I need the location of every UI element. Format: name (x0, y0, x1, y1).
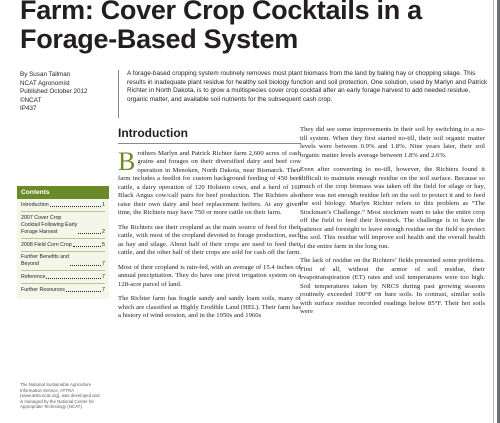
contents-title: Contents (17, 186, 109, 199)
paragraph: The Richter farm has fragile sandy and sandy loam soils, many of which are classified as Highly Erodible Land (HEL). Their farm has a history of wind erosion, and in the 1950s and 1960s (118, 295, 301, 320)
toc-label: 2008 Field Corn Crop (21, 241, 72, 248)
copyright: ©NCAT (20, 96, 42, 104)
contents-box (17, 186, 109, 299)
attra-footer-note: The National Sustainable Agriculture Information Service, ATTRA (www.attra.ncat.org), was developed and is managed by the National Center for Appropriate Technology (NCAT) (20, 382, 100, 410)
section-heading-introduction: Introduction (118, 126, 188, 140)
drop-cap: B (118, 146, 136, 176)
toc-label: 2007 Cover Crop Cocktail Following Early Forage Harvest (21, 214, 78, 235)
toc-label: Further Resources (21, 286, 65, 293)
paragraph: They did see some improvements in their soil by switching to a no-till system. When they first started no-till, their soil organic matter levels were between 0.9% and 1.8%. Nine years later, their soil organic matter levels average between 1.8% and 2.6%. (300, 126, 485, 159)
toc-item[interactable] (17, 215, 109, 236)
toc-item[interactable] (17, 287, 109, 294)
toc-label: Introduction (21, 202, 49, 208)
author-line: By Susan Tallman (20, 71, 71, 78)
published-date: Published October 2012 (20, 88, 88, 96)
paragraph: Even after converting to no-till, however, the Richters found it difficult to maintain enough residue on the soil surface. Because so much of the crop biomass was taken off the field for silage or hay, there was not enough residue left on the soil to protect it and to feed the soil biology. Marlyn Richter refers to this problem as “The Stockman’s Challenge.” Most stockmen want to take the entire crop off the field to feed their livestock. The challenge is to have the patience and foresight to leave enough residue on the field to protect the soil. This residue will improve soil health and the overall health of the entire farm in the long run. (300, 166, 485, 250)
toc-page: 1 (102, 202, 105, 208)
toc-page: 7 (102, 261, 105, 268)
toc-page: 7 (102, 274, 105, 281)
abstract: A forage-based cropping system routinely removes most plant biomass from the land by baling hay or chopping silage. This results in inadequate plant residue for healthy soil biology function and soil protection. One solution, used by Marlyn and Patrick Richter in North Dakota, is to grow a multispecies cover crop cocktail after an early forage harvest to add needed residue, organic matter, and available soil nutrients for the subsequent cash crop. (118, 70, 490, 118)
paragraph: Brothers Marlyn and Patrick Richter farm 2,600 acres of cash grains and forages on their diversified dairy and beef cow operation in Menoken, North Dakota, near Bismarck. Their farm includes a feedlot for custom background feeding of 450 beef cattle, a dairy operation of 120 Holstein cows, and a herd of 160 Black Angus cow/calf pairs for beef production. The Richters also raise their own dairy and beef replacement heifers. At any given time, the Richters may have 750 or more cattle on their farm. (118, 146, 301, 217)
author-role: NCAT Agronomist (20, 79, 70, 87)
heading-divider (118, 143, 301, 144)
toc-label: Further Benefits and Beyond (21, 254, 69, 268)
body-column-right (300, 126, 485, 323)
toc-item[interactable] (17, 242, 109, 249)
body-column-left (118, 126, 301, 327)
author-meta (20, 71, 102, 114)
paragraph: The Richters use their cropland as the main source of feed for their cattle, with most of the cropland devoted to forage production, such as hay and silage. About half of their crops are used to feed their cattle, and the other half of their crops are sold for cash off the farm. (118, 223, 301, 257)
document-title: Farm: Cover Crop Cocktails in a Forage-Based System (20, 0, 422, 54)
toc-page: 2 (102, 228, 105, 235)
paragraph: Most of their cropland is rain-fed, with an average of 15.4 inches of annual precipitation. They do have one pivot irrigation system on a 128-acre parcel of land. (118, 263, 301, 288)
publication-id: IP437 (20, 105, 37, 113)
toc-page: 7 (102, 286, 105, 293)
toc-item[interactable] (17, 274, 109, 281)
toc-item[interactable] (17, 254, 109, 268)
toc-page: 5 (102, 241, 105, 248)
toc-item[interactable] (17, 202, 109, 209)
page-edge-rule-inner (493, 0, 494, 423)
paragraph: The lack of residue on the Richters’ fields presented some problems. First of all, without the armor of soil residue, their evapotranspiration (ET) rates and soil temperatures were too high. Soil temperatures taken by NRCS during past growing seasons routinely exceeded 100°F on bare soils. In contrast, similar soils with surface residue recorded readings below 85°F. Their hot soils were (300, 257, 485, 315)
toc-label: Reference (21, 274, 46, 281)
